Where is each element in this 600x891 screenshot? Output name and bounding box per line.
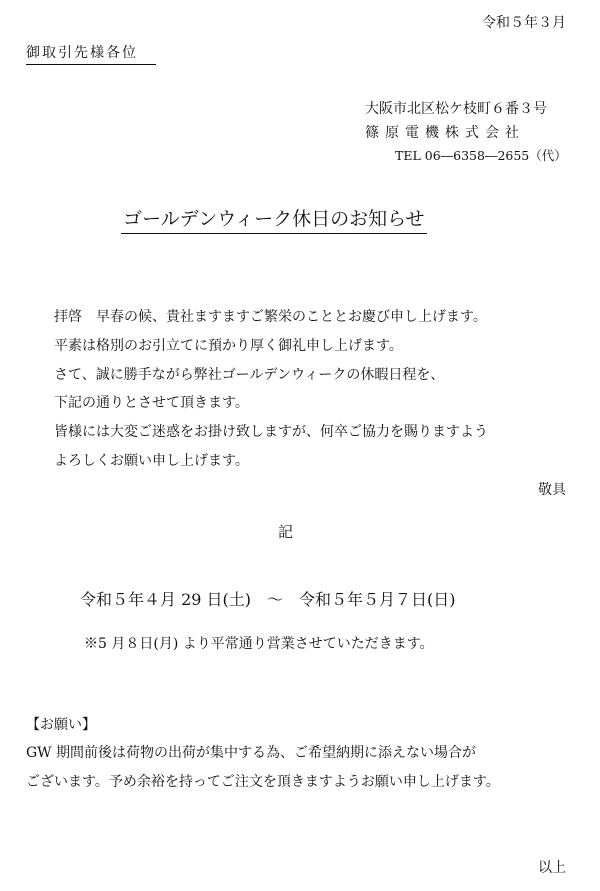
request-heading: 【お願い】 <box>26 717 96 733</box>
notice-title: ゴールデンウィーク休日のお知らせ <box>121 204 427 234</box>
sender-company: 篠原電機株式会社 <box>365 125 525 141</box>
request-line: GW 期間前後は荷物の出荷が集中する為、ご希望納期に添えない場合が <box>26 745 477 761</box>
sender-address: 大阪市北区松ケ枝町６番３号 <box>365 101 547 117</box>
holiday-period: 令和５年４月 29 日(土) ～ 令和５年５月７日(日) <box>80 590 456 609</box>
body-line: 平素は格別のお引立てに預かり厚く御礼申し上げます。 <box>54 338 403 354</box>
sender-tel: TEL 06―6358―2655（代） <box>395 148 567 163</box>
body-line: 下記の通りとさせて頂きます。 <box>54 395 249 411</box>
body-line: よろしくお願い申し上げます。 <box>54 453 249 469</box>
ki-heading: 記 <box>278 523 294 541</box>
request-line: ございます。予め余裕を持ってご注文を頂きますようお願い申し上げます。 <box>26 774 500 790</box>
closing-ijo: 以上 <box>538 860 566 876</box>
resume-note: ※5 月８日(月) より平常通り営業させていただきます。 <box>84 636 434 652</box>
body-line: さて、誠に勝手ながら弊社ゴールデンウィークの休暇日程を、 <box>54 367 445 383</box>
closing-keigu: 敬具 <box>538 482 566 498</box>
letter-date: 令和５年３月 <box>482 15 566 31</box>
body-line: 拝啓 早春の候、貴社ますますご繁栄のこととお慶び申し上げます。 <box>54 309 487 325</box>
addressee: 御取引先様各位 <box>26 42 156 65</box>
body-line: 皆様には大変ご迷惑をお掛け致しますが、何卒ご協力を賜りますよう <box>54 424 488 440</box>
